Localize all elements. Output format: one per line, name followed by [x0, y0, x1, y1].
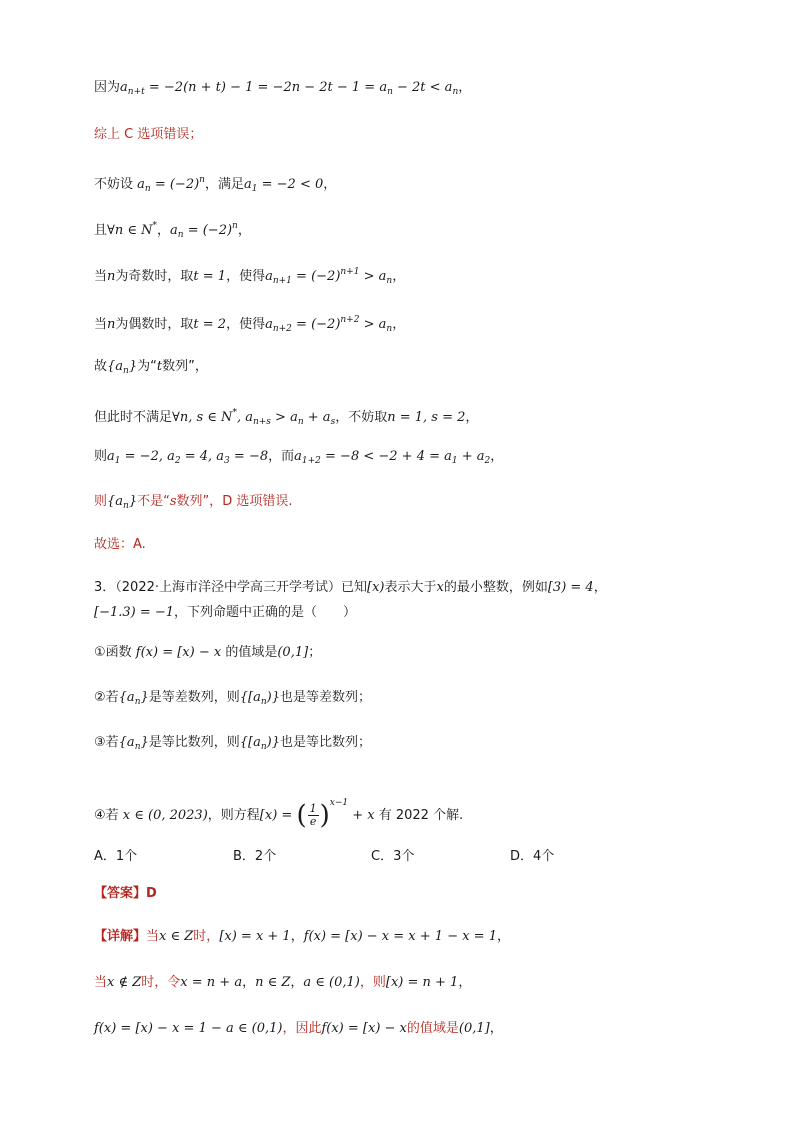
text: 当: [94, 975, 108, 990]
formula: [x) = n + 1: [385, 975, 459, 990]
option-b[interactable]: B．2个: [233, 849, 277, 864]
formula: $\{a_n\}$: [118, 690, 149, 707]
punct: ，: [593, 580, 607, 595]
text: 为“: [137, 359, 157, 374]
text: 则: [94, 494, 108, 509]
text: 为偶数时，取: [115, 317, 194, 332]
formula: [3) = 4: [547, 580, 594, 595]
formula: x ∉ Z: [107, 975, 142, 990]
detail-line-2: 当x ∉ Z时，令x = n + a，n ∈ Z，a ∈ (0,1)，则[x) = n + 1，: [94, 975, 472, 990]
formula: f(x) = [x) − x: [321, 1021, 407, 1036]
option-c[interactable]: C．3个: [371, 849, 415, 864]
text: 有 2022 个解.: [378, 808, 464, 823]
formula: t = 1: [193, 269, 227, 284]
text: 的最小整数，例如: [443, 580, 548, 595]
formula: $^{x-1}$ + x: [329, 798, 379, 823]
text: 的值域是: [406, 1021, 459, 1036]
formula: $\{a_n\}$: [107, 494, 138, 511]
punct: ，: [458, 80, 472, 95]
option-d[interactable]: D．4个: [510, 849, 555, 864]
formula: n: [107, 269, 116, 284]
text: ，而: [268, 449, 295, 464]
formula: [−1.3) = −1: [94, 605, 175, 620]
punct: ，: [237, 223, 251, 238]
text: 则: [94, 449, 108, 464]
text: ，则方程: [207, 808, 260, 823]
text: 也是等差数列；: [280, 690, 372, 705]
formula: $a_n = (-2)^n$: [133, 175, 205, 194]
solution-line-6: [94, 310, 405, 339]
formula: $a_{n+t} = -2(n + t) - 1 = -2n - 2t - 1 = a_n - 2t < a_n$: [120, 80, 459, 97]
text: ②若: [94, 690, 119, 705]
solution-line-7: [94, 357, 208, 381]
text: ④若: [94, 808, 119, 823]
text: ，则: [359, 975, 386, 990]
text: 不是“: [137, 494, 170, 509]
answer-value: D: [146, 886, 157, 901]
punct: ，: [490, 449, 504, 464]
text: 当: [146, 929, 160, 944]
question-3-line-2: [94, 603, 356, 623]
formula: [x) = x + 1: [219, 929, 291, 944]
solution-line-9: [94, 447, 503, 471]
formula: (0,1]: [277, 645, 309, 660]
formula: s: [169, 494, 177, 509]
formula: ∀n, s ∈ N*, $a_{n+s} > a_n + a_s$: [172, 408, 336, 427]
option-a[interactable]: A．1个: [94, 849, 138, 864]
text: 是等差数列，则: [148, 690, 240, 705]
statement-3: [94, 733, 371, 757]
text: ，使得: [226, 317, 266, 332]
text: ①函数: [94, 645, 132, 660]
solution-line-5: [94, 262, 405, 291]
formula: $\{a_n\}$: [107, 359, 138, 376]
text: 故: [94, 359, 108, 374]
statement-4: [94, 788, 463, 831]
text: 当: [94, 269, 108, 284]
formula: t: [156, 359, 163, 374]
fraction: $\frac{1}{e}$: [309, 802, 317, 828]
solution-line-4: [94, 216, 251, 245]
text: ③若: [94, 735, 119, 750]
text: 也是等比数列；: [280, 735, 372, 750]
right-paren: ): [319, 800, 330, 831]
text: ，因此: [282, 1021, 322, 1036]
text: 时，: [193, 929, 220, 944]
statement-1: [94, 643, 321, 663]
formula: t = 2: [193, 317, 227, 332]
text: ，不妨取: [335, 410, 388, 425]
formula: $a_n = (-2)^n$: [170, 221, 238, 240]
formula: f(x) = [x) − x: [131, 645, 226, 660]
text: ，: [157, 223, 171, 238]
solution-conclusion: 故选：A.: [94, 537, 146, 552]
text: 当: [94, 317, 108, 332]
formula: a ∈ (0,1): [303, 975, 360, 990]
text: 因为: [94, 80, 121, 95]
punct: ，: [465, 410, 479, 425]
solution-line-8: [94, 403, 478, 432]
punct: ，: [392, 269, 406, 284]
punct: ，: [458, 975, 472, 990]
solution-line-1: [94, 78, 471, 102]
formula: $\{a_n\}$: [118, 735, 149, 752]
punct: ，: [496, 929, 510, 944]
answer-label: 【答案】: [94, 886, 147, 901]
formula: n = 1, s = 2: [387, 410, 466, 425]
detail-line-1: 【详解】当x ∈ Z时，[x) = x + 1，f(x) = [x) − x = x + 1 − x = 1，: [94, 929, 510, 944]
question-3-line-1: [94, 578, 607, 598]
text: 表示大于: [384, 580, 437, 595]
text: ，下列命题中正确的是（ ）: [174, 605, 357, 620]
answer-line: [94, 884, 157, 904]
formula: [x): [367, 580, 385, 595]
statement-2: [94, 688, 371, 712]
formula: $a_1 = -2$, $a_2 = 4$, $a_3 = -8$: [107, 449, 269, 466]
formula: x ∈ Z: [159, 929, 194, 944]
formula: x = n + a: [180, 975, 243, 990]
text: ，使得: [226, 269, 266, 284]
formula: x: [436, 580, 444, 595]
question-header: 3．（2022·上海市洋泾中学高三开学考试）已知: [94, 580, 367, 595]
text: 不妨设: [94, 177, 134, 192]
formula: n ∈ Z: [255, 975, 291, 990]
formula: $\{[a_n)\}$: [239, 735, 281, 752]
detail-label: 【详解】: [94, 929, 147, 944]
text: 时，令: [141, 975, 181, 990]
text: 数列”，D 选项错误.: [176, 494, 293, 509]
solution-line-2: 综上 C 选项错误；: [94, 127, 203, 142]
formula: f(x) = [x) − x = x + 1 − x = 1: [303, 929, 497, 944]
formula: n: [107, 317, 116, 332]
formula: $a_{n+1} = (-2)^{n+1} > a_n$: [265, 267, 393, 286]
formula: $a_{1+2} = -8 < -2 + 4 = a_1 + a_2$: [294, 449, 491, 466]
text: 是等比数列，则: [148, 735, 240, 750]
text: 为奇数时，取: [115, 269, 194, 284]
formula: $a_1 = -2 < 0$: [243, 177, 324, 194]
punct: ，: [323, 177, 337, 192]
formula: x ∈ (0, 2023): [118, 808, 208, 823]
text: 且: [94, 223, 108, 238]
punct: ，: [489, 1021, 503, 1036]
text: 但此时不满足: [94, 410, 173, 425]
formula: $\{[a_n)\}$: [239, 690, 281, 707]
text: 的值域是: [225, 645, 278, 660]
detail-line-3: [94, 1019, 503, 1039]
text: ，满足: [204, 177, 244, 192]
formula: f(x) = [x) − x = 1 − a ∈ (0,1): [94, 1021, 283, 1036]
formula: [x) =: [259, 808, 297, 823]
formula: (0,1]: [458, 1021, 490, 1036]
solution-line-10: [94, 492, 293, 516]
punct: ；: [308, 645, 322, 660]
left-paren: (: [296, 800, 307, 831]
formula: ∀n ∈ N*: [107, 221, 157, 238]
punct: ，: [392, 317, 406, 332]
formula: $a_{n+2} = (-2)^{n+2} > a_n$: [265, 315, 393, 334]
solution-line-3: [94, 170, 336, 199]
text: 数列”，: [162, 359, 208, 374]
